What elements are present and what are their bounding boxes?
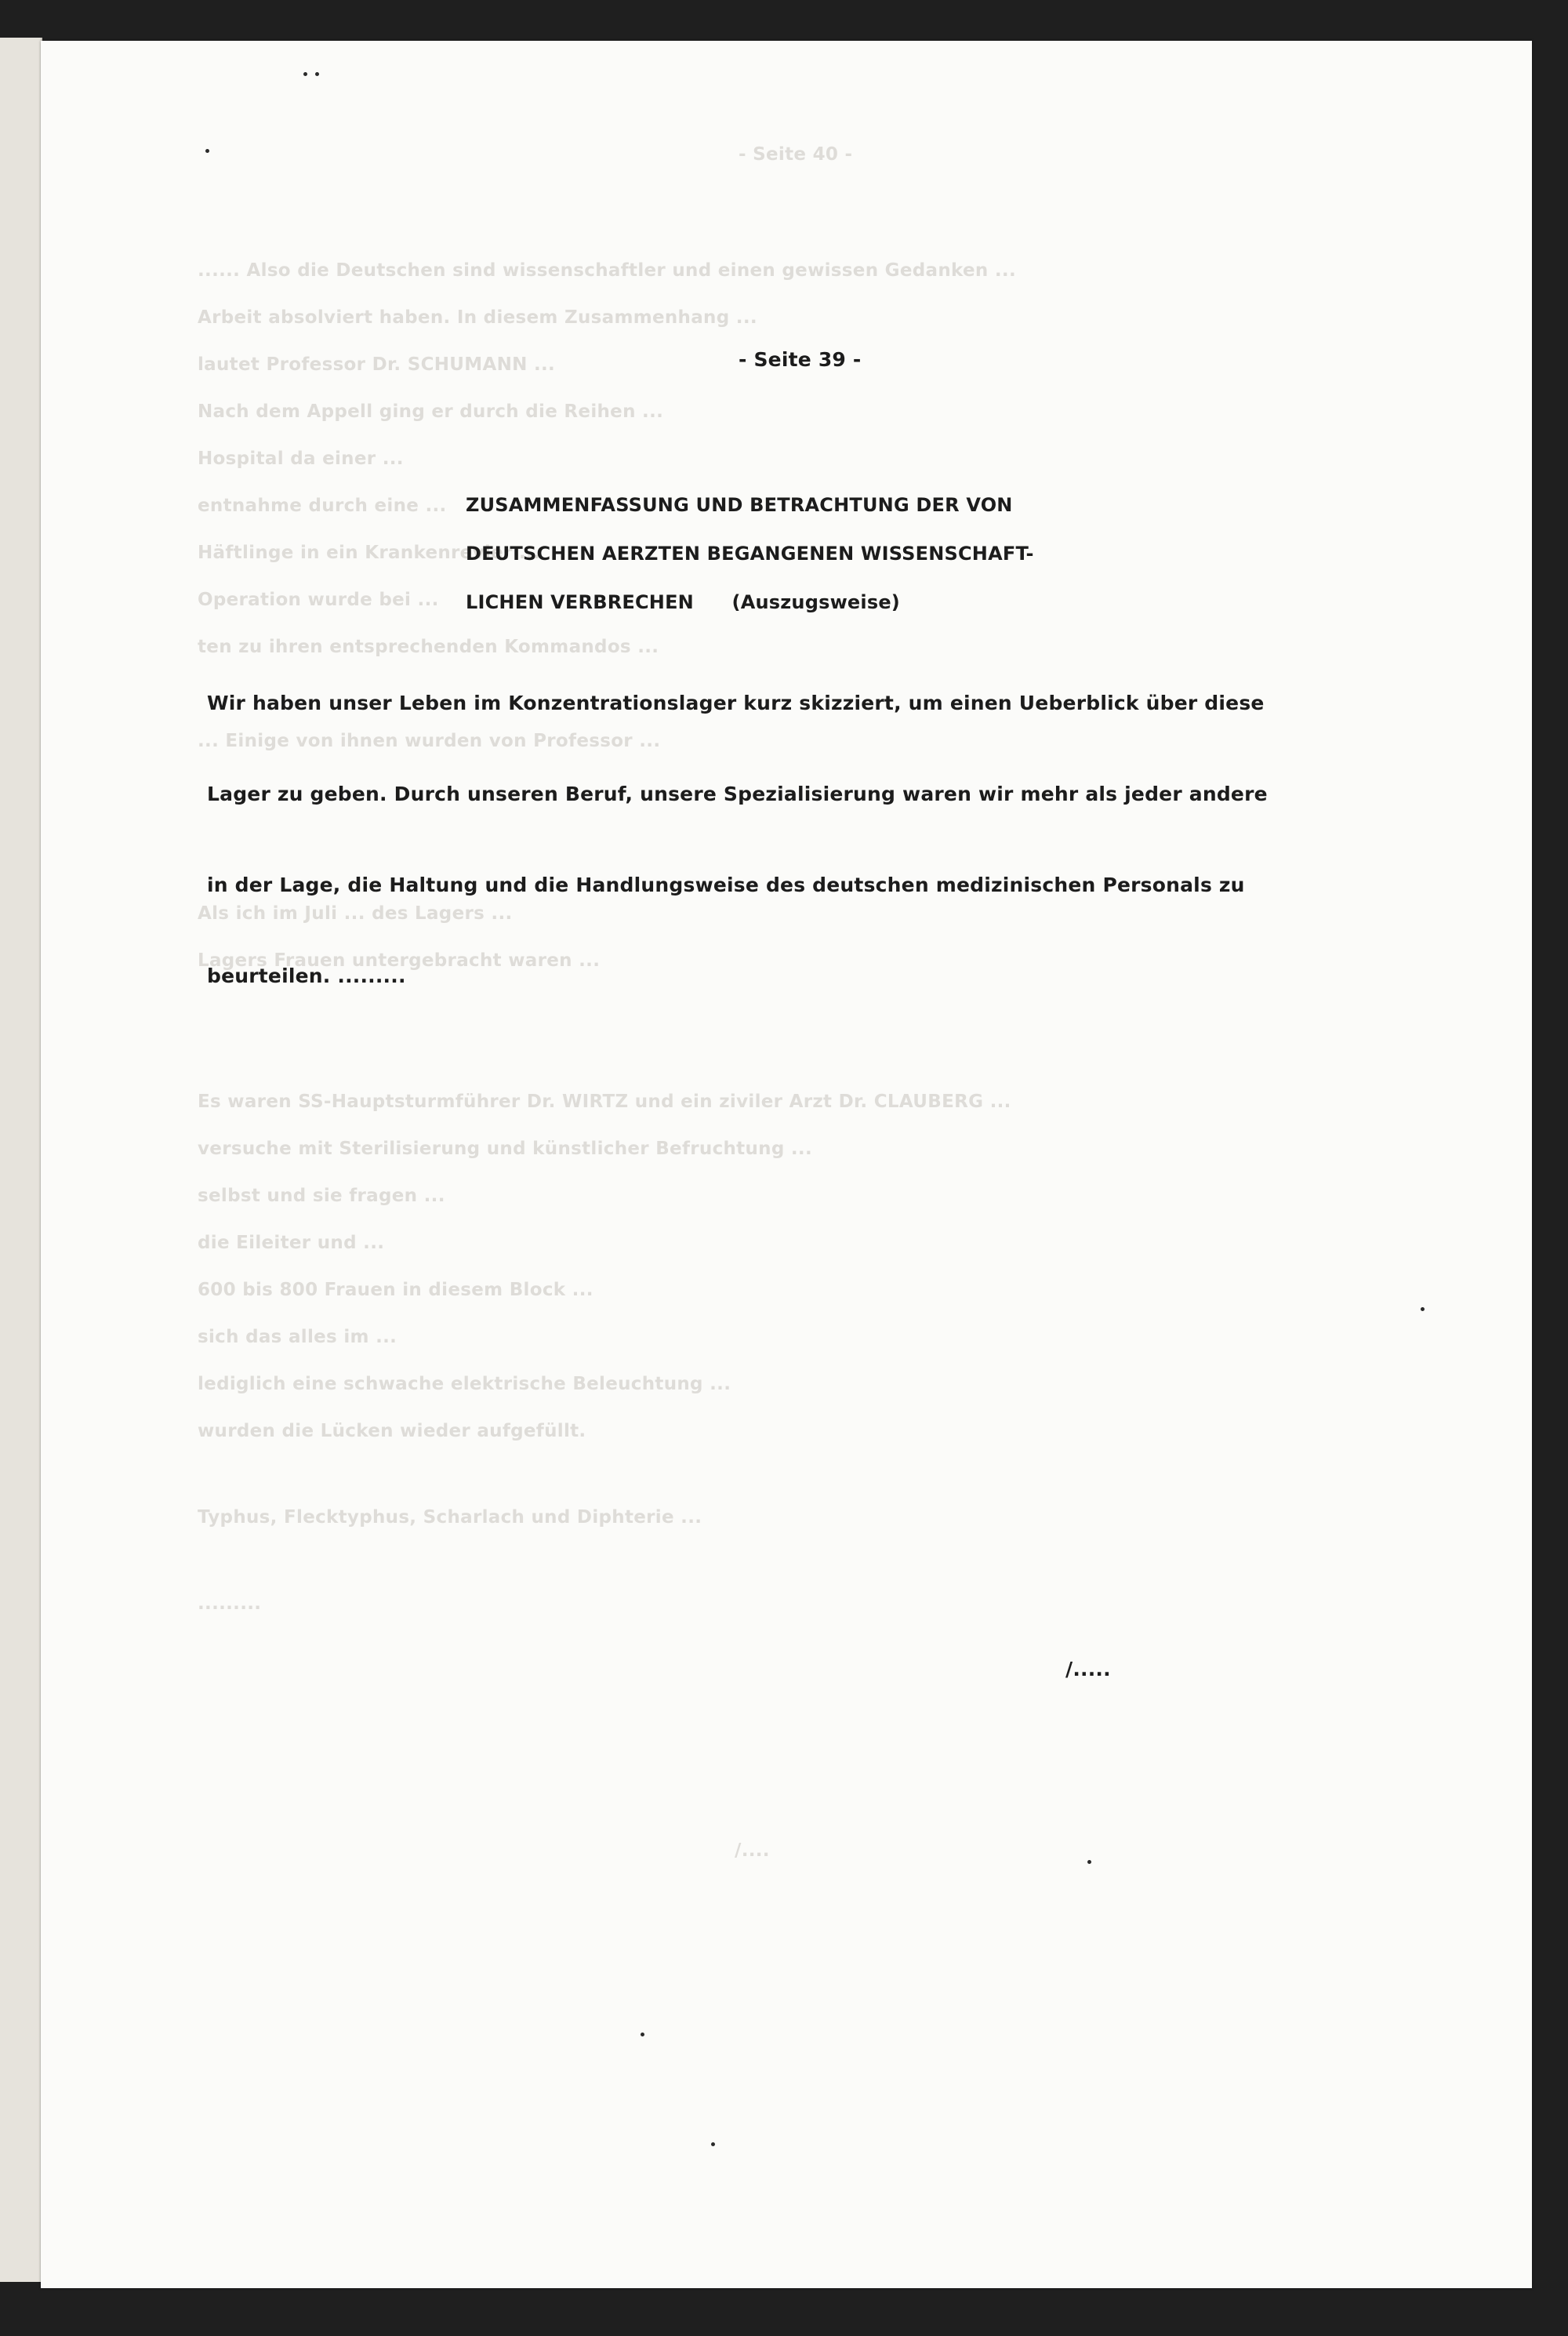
show-through-line: ... Einige von ihnen wurden von Professor ... xyxy=(198,731,661,751)
show-through-line: Arbeit absolviert haben. In diesem Zusammenhang ... xyxy=(198,307,757,328)
show-through-line: ......... xyxy=(198,1593,262,1614)
scan-speck xyxy=(315,72,319,76)
scan-speck xyxy=(641,2033,644,2036)
show-through-line: Es waren SS-Hauptsturmführer Dr. WIRTZ und ein ziviler Arzt Dr. CLAUBERG ... xyxy=(198,1092,1011,1112)
show-through-line: Nach dem Appell ging er durch die Reihen ... xyxy=(198,401,664,422)
body-line-1: Wir haben unser Leben im Konzentrationslager kurz skizziert, um einen Ueberblick über diese xyxy=(207,692,1265,714)
show-through-line: Typhus, Flecktyphus, Scharlach und Diphterie ... xyxy=(198,1507,702,1528)
show-through-line: wurden die Lücken wieder aufgefüllt. xyxy=(198,1421,586,1441)
show-through-line: lautet Professor Dr. SCHUMANN ... xyxy=(198,354,556,375)
heading-line-2: DEUTSCHEN AERZTEN BEGANGENEN WISSENSCHAFT- xyxy=(466,543,1034,565)
show-through-line: Lagers Frauen untergebracht waren ... xyxy=(198,950,601,971)
body-line-4: beurteilen. ......... xyxy=(207,965,406,987)
heading-line-1: ZUSAMMENFASSUNG UND BETRACHTUNG DER VON xyxy=(466,494,1013,516)
scan-speck xyxy=(205,149,209,153)
scan-speck xyxy=(1421,1307,1425,1311)
body-line-2: Lager zu geben. Durch unseren Beruf, unsere Spezialisierung waren wir mehr als jeder andere xyxy=(207,783,1268,805)
show-through-line: selbst und sie fragen ... xyxy=(198,1186,445,1206)
show-through-line: Als ich im Juli ... des Lagers ... xyxy=(198,903,513,924)
continuation-mark: /..... xyxy=(1065,1658,1111,1680)
scan-speck xyxy=(303,72,307,76)
show-through-line: entnahme durch eine ... xyxy=(198,496,447,516)
heading-line-3 xyxy=(466,591,900,613)
document-page xyxy=(41,41,1532,2288)
body-line-3: in der Lage, die Haltung und die Handlungsweise des deutschen medizinischen Personals zu xyxy=(207,874,1245,896)
show-through-line: Operation wurde bei ... xyxy=(198,590,439,610)
show-through-line: Häftlinge in ein Krankenrevier ... xyxy=(198,543,541,563)
heading-note: (Auszugsweise) xyxy=(731,591,900,613)
show-through-line: versuche mit Sterilisierung und künstlicher Befruchtung ... xyxy=(198,1139,813,1159)
show-through-line: die Eileiter und ... xyxy=(198,1233,385,1253)
show-through-line: lediglich eine schwache elektrische Beleuchtung ... xyxy=(198,1374,731,1394)
scan-speck xyxy=(711,2142,715,2146)
show-through-line: 600 bis 800 Frauen in diesem Block ... xyxy=(198,1280,593,1300)
scan-speck xyxy=(1087,1860,1091,1864)
heading-title-part: LICHEN VERBRECHEN xyxy=(466,591,694,613)
binder-edge xyxy=(0,38,42,2282)
show-through-line: Hospital da einer ... xyxy=(198,449,404,469)
show-through-line: ...... Also die Deutschen sind wissenschaftler und einen gewissen Gedanken ... xyxy=(198,260,1016,281)
show-through-page-number: - Seite 40 - xyxy=(739,144,853,165)
page-number: - Seite 39 - xyxy=(739,348,862,371)
show-through-line: sich das alles im ... xyxy=(198,1327,397,1347)
show-through-line: /.... xyxy=(735,1840,770,1861)
show-through-line: ten zu ihren entsprechenden Kommandos ... xyxy=(198,637,659,657)
